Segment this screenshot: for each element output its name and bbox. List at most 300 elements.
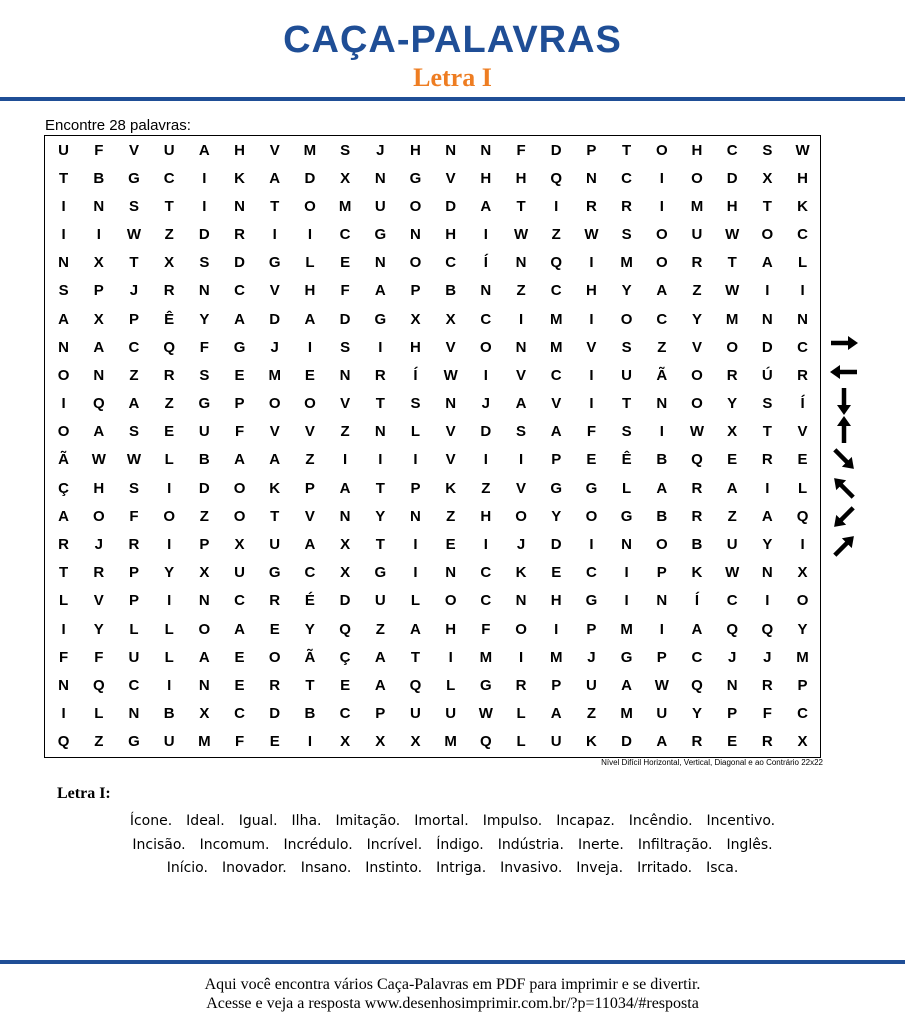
grid-cell: G [480,676,492,694]
grid-cell: Z [692,282,702,300]
grid-cell: O [620,310,633,328]
grid-cell: O [92,507,105,525]
grid-cell: E [551,564,562,582]
grid-cell: H [691,141,703,159]
grid-cell: E [234,676,245,694]
grid-cell: Í [413,366,418,384]
arrow-left-icon [826,357,862,387]
grid-cell: Í [800,395,805,413]
grid-cell: O [409,197,422,215]
grid-cell: G [550,479,563,497]
word-item: Inglês. [726,836,773,853]
grid-cell: G [620,648,633,666]
grid-cell: I [61,197,66,215]
grid-cell: S [762,395,773,413]
grid-cell: A [304,310,316,328]
grid-cell: I [624,592,629,610]
grid-cell: Z [481,479,491,497]
grid-cell: M [690,197,704,215]
grid-cell: T [375,535,385,553]
grid-cell: T [622,141,632,159]
grid-cell: E [340,676,351,694]
grid-cell: C [304,564,316,582]
grid-cell: I [589,366,594,384]
grid-cell: R [761,676,773,694]
footer-line-2: Acesse e veja a resposta www.desenhosimprimir.com.br/?p=11034/#resposta [206,995,699,1012]
grid-cell: E [727,733,738,751]
grid-cell: I [554,197,559,215]
grid-cell: F [234,423,245,441]
grid-cell: O [585,507,598,525]
grid-cell: I [378,338,383,356]
grid-cell: H [585,282,597,300]
grid-cell: W [91,451,106,469]
grid-cell: Z [305,451,315,469]
grid-cell: Q [163,338,175,356]
grid-cell: Y [375,507,386,525]
grid-cell: F [94,648,104,666]
grid-cell: A [93,338,105,356]
grid-cell: O [480,338,492,356]
grid-cell: D [621,733,633,751]
grid-cell: N [621,535,633,553]
grid-cell: A [480,197,492,215]
bottom-divider [0,960,905,964]
grid-cell: Z [586,705,596,723]
grid-cell: H [410,141,421,159]
grid-cell: O [233,507,246,525]
grid-cell: O [691,169,703,187]
grid-cell: I [765,592,770,610]
grid-cell: Y [797,620,808,638]
grid-cell: O [761,226,774,244]
grid-cell: X [93,310,104,328]
grid-cell: N [480,141,492,159]
grid-cell: M [198,733,211,751]
grid-cell: G [128,733,140,751]
grid-cell: Ã [304,648,316,666]
grid-cell: N [515,338,527,356]
grid-cell: Ê [164,310,175,328]
grid-cell: T [270,507,280,525]
grid-cell: J [270,338,279,356]
grid-cell: N [374,254,386,272]
grid-cell: É [304,592,315,610]
grid-cell: N [339,366,351,384]
word-item: Incrédulo. [283,836,353,853]
grid-cell: I [307,733,312,751]
grid-cell: A [198,648,210,666]
grid-cell: G [585,479,598,497]
grid-cell: Ú [761,366,773,384]
grid-cell: X [199,705,210,723]
grid-cell: C [128,338,140,356]
grid-cell: R [163,282,175,300]
grid-cell: M [268,366,281,384]
grid-cell: B [656,507,668,525]
word-item: Insano. [300,860,352,876]
grid-cell: B [656,451,668,469]
grid-cell: D [761,338,773,356]
grid-cell: U [128,648,140,666]
grid-cell: O [655,226,668,244]
grid-cell: S [621,226,632,244]
grid-cell: N [445,141,457,159]
grid-cell: A [93,423,105,441]
grid-cell: L [622,479,632,497]
grid-cell: I [659,197,664,215]
grid-cell: A [58,507,70,525]
grid-cell: H [410,338,421,356]
grid-cell: D [339,592,351,610]
arrow-down-icon [826,386,862,416]
grid-cell: Q [691,451,703,469]
grid-cell: N [797,310,808,328]
grid-cell: W [725,226,740,244]
word-item: Início. [166,860,208,876]
grid-cell: A [198,141,210,159]
word-item: Indústria. [497,836,564,853]
footer-line-1: Aqui você encontra vários Caça-Palavras em PDF para imprimir e se divertir. [204,976,701,993]
grid-cell: S [621,423,632,441]
grid-cell: R [93,564,105,582]
grid-cell: L [797,254,808,272]
grid-cell: W [513,226,529,244]
grid-cell: C [128,676,140,694]
grid-cell: C [234,705,245,723]
grid-cell: U [656,705,668,723]
grid-cell: V [128,141,139,159]
grid-cell: D [269,310,281,328]
grid-cell: I [483,535,488,553]
grid-cell: G [374,226,387,244]
grid-cell: O [655,254,668,272]
grid-cell: C [480,592,492,610]
grid-cell: B [93,169,105,187]
grid-cell: J [516,535,526,553]
grid-cell: S [621,338,632,356]
grid-cell: Y [304,620,315,638]
grid-cell: U [410,705,421,723]
grid-cell: X [340,169,351,187]
grid-cell: Q [57,733,70,751]
grid-cell: A [234,620,245,638]
grid-cell: I [659,620,664,638]
grid-cell: O [304,197,316,215]
grid-cell: R [269,676,281,694]
grid-cell: D [480,423,492,441]
grid-cell: K [269,479,281,497]
grid-cell: I [413,564,418,582]
grid-cell: D [339,310,351,328]
grid-cell: H [550,592,562,610]
word-item: Incrível. [366,836,423,853]
grid-cell: J [727,648,737,666]
grid-cell: I [483,366,488,384]
grid-cell: L [59,592,69,610]
grid-cell: Q [409,676,422,694]
grid-cell: N [234,197,245,215]
grid-cell: T [762,197,772,215]
word-item: Incentivo. [706,813,776,829]
grid-cell: I [589,395,594,413]
grid-cell: Í [694,592,700,610]
grid-cell: X [762,169,773,187]
grid-cell: V [445,423,456,441]
grid-cell: W [126,451,142,469]
grid-cell: I [61,395,66,413]
grid-cell: H [797,169,808,187]
word-list-line [60,810,845,834]
grid-cell: A [269,169,281,187]
grid-cell: E [586,451,597,469]
grid-cell: U [163,733,175,751]
grid-cell: H [234,141,245,159]
grid-cell: C [480,564,492,582]
grid-cell: D [234,254,245,272]
grid-cell: R [726,366,738,384]
word-item: Infiltração. [637,836,713,853]
grid-cell: I [800,282,805,300]
grid-cell: Ã [656,366,668,384]
word-item: Incisão. [132,836,186,853]
grid-cell: C [339,705,351,723]
grid-cell: C [797,705,808,723]
grid-cell: O [57,423,70,441]
grid-cell: Z [94,733,104,751]
grid-cell: O [268,648,281,666]
grid-cell: N [515,592,527,610]
grid-cell: G [585,592,598,610]
grid-cell: K [585,733,597,751]
word-item: Igual. [238,813,278,829]
word-item: Ilha. [291,813,322,829]
grid-cell: H [480,169,492,187]
word-search-grid [46,136,821,756]
grid-cell: W [689,423,705,441]
footer [0,975,905,1013]
grid-cell: L [129,620,139,638]
grid-cell: A [761,254,773,272]
grid-cell: A [234,310,245,328]
grid-cell: Q [92,676,105,694]
grid-cell: D [269,705,281,723]
grid-cell: V [93,592,104,610]
grid-cell: R [234,226,245,244]
page-subtitle: Letra I [413,63,492,92]
grid-cell: S [128,423,139,441]
grid-cell: N [726,676,738,694]
grid-cell: D [198,226,210,244]
grid-cell: Y [691,310,702,328]
grid-cell: S [762,141,773,159]
grid-cell: M [479,648,493,666]
grid-cell: P [656,564,667,582]
word-item: Ideal. [186,813,225,829]
grid-cell: L [164,648,174,666]
grid-cell: K [691,564,703,582]
grid-cell: U [550,733,562,751]
grid-cell: A [621,676,633,694]
grid-cell: V [340,395,351,413]
grid-cell: T [59,169,69,187]
grid-cell: P [586,141,597,159]
grid-cell: Z [164,226,174,244]
grid-cell: D [550,141,562,159]
grid-cell: C [726,592,738,610]
grid-cell: C [726,141,738,159]
grid-cell: R [58,535,70,553]
word-item: Isca. [706,860,739,876]
grid-cell: V [445,169,456,187]
grid-cell: O [515,507,527,525]
grid-cell: P [234,395,245,413]
grid-cell: X [410,310,421,328]
grid-cell: K [445,479,457,497]
word-item: Irritado. [637,860,693,876]
grid-cell: N [58,676,70,694]
arrow-down-right-icon [826,444,862,474]
grid-cell: Y [691,705,702,723]
grid-cell: V [516,479,527,497]
grid-cell: B [163,705,175,723]
grid-cell: K [515,564,527,582]
word-item: Índigo. [436,836,484,853]
grid-cell: C [480,310,492,328]
grid-cell: T [129,254,139,272]
grid-cell: C [621,169,633,187]
grid-cell: Q [796,507,809,525]
grid-cell: M [620,254,633,272]
grid-cell: S [340,338,351,356]
grid-cell: O [691,366,703,384]
grid-cell: T [270,197,280,215]
grid-cell: U [585,676,597,694]
word-item: Incapaz. [556,813,615,829]
grid-cell: I [589,535,594,553]
grid-cell: I [202,169,207,187]
grid-cell: L [410,592,421,610]
grid-cell: W [654,676,669,694]
grid-cell: P [128,310,139,328]
grid-cell: H [480,507,492,525]
grid-cell: Z [446,507,456,525]
grid-cell: I [343,451,348,469]
grid-cell: V [445,338,456,356]
grid-cell: O [233,479,246,497]
grid-cell: W [795,141,810,159]
grid-cell: G [374,564,387,582]
grid-cell: N [585,169,597,187]
grid-cell: X [340,733,351,751]
grid-cell: U [269,535,281,553]
grid-cell: A [691,620,703,638]
grid-cell: F [586,423,596,441]
word-item: Imitação. [335,813,401,829]
grid-cell: L [446,676,456,694]
grid-cell: E [304,366,315,384]
grid-cell: N [761,310,773,328]
grid-cell: P [128,564,139,582]
grid-cell: Q [550,254,563,272]
grid-cell: A [269,451,281,469]
grid-cell: O [409,254,422,272]
word-item: Invasivo. [500,860,563,876]
grid-cell: L [94,705,104,723]
grid-cell: R [585,197,597,215]
grid-cell: I [61,226,66,244]
arrow-down-left-icon [826,502,862,532]
grid-cell: I [483,226,488,244]
grid-cell: C [550,366,562,384]
grid-cell: A [374,676,386,694]
grid-cell: H [726,197,738,215]
grid-cell: A [304,535,316,553]
grid-cell: X [164,254,175,272]
grid-cell: N [374,169,386,187]
grid-cell: Ç [339,648,351,666]
grid-cell: N [410,226,421,244]
grid-cell: A [550,705,562,723]
arrow-right-icon [826,328,862,358]
grid-cell: F [129,507,139,525]
grid-cell: U [374,197,386,215]
instructions: Encontre 28 palavras: [45,117,191,134]
grid-cell: R [269,592,281,610]
grid-cell: S [410,395,421,413]
grid-cell: B [445,282,457,300]
grid-cell: S [516,423,527,441]
grid-cell: A [761,507,773,525]
grid-cell: W [126,226,142,244]
grid-cell: N [339,507,351,525]
grid-cell: Z [551,226,561,244]
grid-cell: T [410,648,421,666]
grid-cell: R [374,366,386,384]
grid-cell: O [655,535,668,553]
grid-cell: I [167,592,172,610]
grid-cell: A [656,733,668,751]
grid-cell: N [480,282,492,300]
grid-cell: D [304,169,316,187]
grid-cell: O [655,141,668,159]
grid-cell: Í [483,254,488,272]
grid-cell: P [797,676,808,694]
grid-cell: N [445,564,457,582]
grid-cell: I [659,169,664,187]
grid-cell: B [691,535,703,553]
grid-cell: S [199,366,210,384]
grid-cell: U [163,141,175,159]
grid-cell: W [443,366,458,384]
grid-cell: M [444,733,457,751]
grid-cell: I [61,705,66,723]
grid-cell: L [164,620,174,638]
grid-cell: Q [550,169,563,187]
grid-cell: N [93,197,105,215]
grid-cell: P [410,282,421,300]
grid-cell: U [691,226,703,244]
grid-cell: I [589,254,594,272]
grid-cell: D [726,169,738,187]
grid-cell: I [413,535,418,553]
grid-cell: F [199,338,209,356]
grid-cell: Y [551,507,562,525]
grid-cell: V [304,507,315,525]
grid-cell: I [765,479,770,497]
grid-cell: L [410,423,421,441]
grid-cell: Z [340,423,350,441]
